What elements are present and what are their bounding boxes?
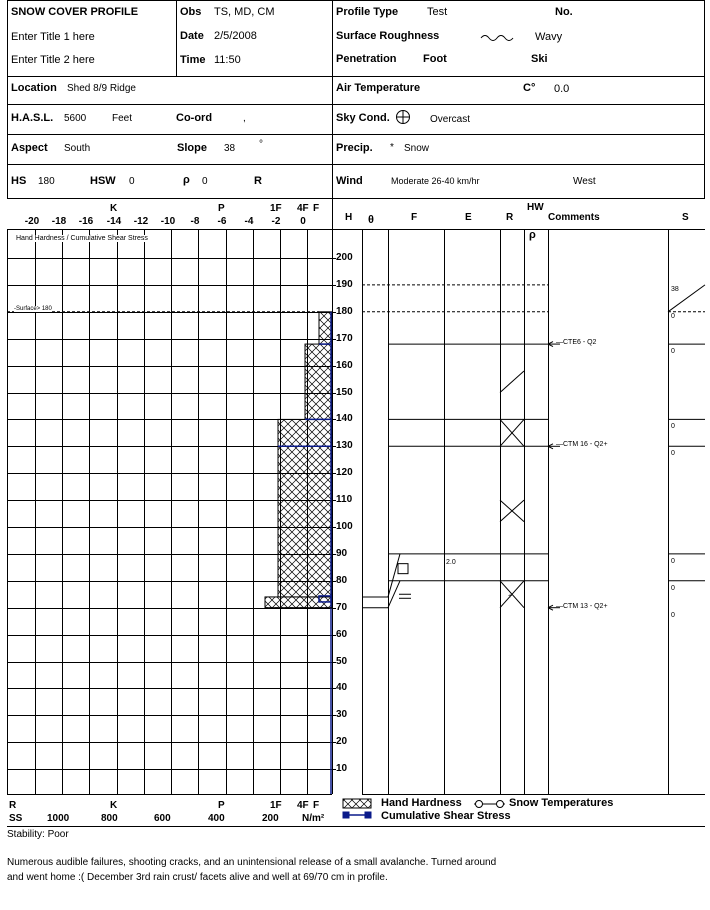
footer-p-label: P bbox=[218, 800, 225, 811]
hardness-layer-bar bbox=[305, 344, 332, 419]
wind-direction: West bbox=[573, 176, 596, 187]
hsw-value: 0 bbox=[129, 176, 135, 187]
sky-value: Overcast bbox=[430, 114, 471, 125]
shear-stress-tick-label: 200 bbox=[262, 813, 279, 824]
height-tick-label: 180 bbox=[336, 306, 353, 317]
date-label: Date bbox=[180, 30, 204, 42]
obs-label: Obs bbox=[180, 6, 202, 18]
hardness-layers bbox=[265, 312, 332, 794]
height-tick-label: 110 bbox=[336, 494, 353, 505]
col-r-header: R bbox=[506, 212, 514, 223]
layer-connector bbox=[388, 581, 400, 608]
wavy-roughness-icon bbox=[481, 36, 513, 41]
footer-4f-label: 4F bbox=[297, 800, 309, 811]
shear-stress-tick-label: 800 bbox=[101, 813, 118, 824]
stability-value: 0 bbox=[671, 423, 675, 431]
grid-subtitle: Hand Hardness / Cumulative Shear Stress bbox=[16, 235, 148, 242]
precip-snow-icon: * bbox=[390, 142, 394, 153]
air-temp-unit: C° bbox=[523, 82, 536, 94]
temperature-tick-label: -4 bbox=[244, 216, 254, 227]
col-rho-header: ρ bbox=[529, 229, 536, 241]
temperature-tick-label: -6 bbox=[217, 216, 227, 227]
height-tick-label: 40 bbox=[336, 682, 348, 693]
col-e-header: E bbox=[465, 212, 472, 223]
stability-value: 0 bbox=[671, 584, 675, 592]
r-plus-mark: + bbox=[508, 593, 513, 601]
footer-1f-label: 1F bbox=[270, 800, 282, 811]
layer-connector bbox=[388, 554, 400, 597]
precip-label: Precip. bbox=[336, 142, 373, 154]
height-tick-label: 100 bbox=[336, 521, 353, 532]
height-tick-label: 200 bbox=[336, 252, 353, 263]
footer-ss-label: SS bbox=[9, 813, 23, 824]
temperature-tick-label: -14 bbox=[106, 216, 122, 227]
rho-value: 0 bbox=[202, 176, 208, 187]
roughness-value: Wavy bbox=[535, 31, 563, 43]
notes-line-1: Numerous audible failures, shooting cracks, and an unintensional release of a small avalanche. Turned around bbox=[7, 857, 497, 868]
comment-text: —CTM 16 - Q2+ bbox=[556, 441, 608, 449]
profile-title: SNOW COVER PROFILE bbox=[11, 6, 139, 18]
title-2[interactable]: Enter Title 2 here bbox=[11, 54, 95, 66]
temperature-tick-label: -20 bbox=[24, 216, 40, 227]
legend-temperature-icon bbox=[474, 801, 505, 808]
hsw-label: HSW bbox=[90, 175, 116, 187]
legend-shear-stress: Cumulative Shear Stress bbox=[381, 810, 511, 822]
stability-value: 0 bbox=[671, 313, 675, 321]
col-s-header: S bbox=[682, 212, 689, 223]
air-temp-value: 0.0 bbox=[554, 83, 570, 95]
temperature-tick-label: -8 bbox=[190, 216, 200, 227]
grid-4f-label: 4F bbox=[297, 203, 309, 214]
hs-label: HS bbox=[11, 175, 27, 187]
wind-value: Moderate 26-40 km/hr bbox=[391, 176, 480, 186]
shear-stress-tick-label: 600 bbox=[154, 813, 171, 824]
sky-label: Sky Cond. bbox=[336, 112, 390, 124]
overcast-sky-icon bbox=[397, 111, 410, 124]
title-1[interactable]: Enter Title 1 here bbox=[11, 31, 95, 43]
r-diagonal bbox=[500, 371, 524, 393]
height-tick-label: 30 bbox=[336, 709, 348, 720]
date-value: 2/5/2008 bbox=[214, 30, 257, 42]
hardness-layer-bar bbox=[319, 312, 332, 344]
height-tick-label: 140 bbox=[336, 413, 353, 424]
grain-square-icon bbox=[398, 564, 408, 574]
footer-unit: N/m² bbox=[302, 813, 325, 824]
stability-text: Stability: Poor bbox=[7, 829, 69, 840]
legend-hand-hardness: Hand Hardness bbox=[381, 797, 462, 809]
grid-1f-label: 1F bbox=[270, 203, 282, 214]
temperature-tick-label: -2 bbox=[271, 216, 281, 227]
no-label: No. bbox=[555, 6, 573, 18]
height-tick-label: 80 bbox=[336, 575, 348, 586]
time-label: Time bbox=[180, 54, 206, 66]
comment-text: —CTE6 - Q2 bbox=[556, 339, 597, 347]
temperature-tick-label: -18 bbox=[51, 216, 67, 227]
col-comments-header: Comments bbox=[548, 212, 600, 223]
time-value: 11:50 bbox=[214, 54, 241, 66]
wind-label: Wind bbox=[336, 175, 363, 187]
grain-size-value: 2.0 bbox=[446, 559, 456, 567]
coord-label: Co-ord bbox=[176, 112, 213, 124]
height-tick-label: 120 bbox=[336, 467, 353, 478]
coord-value: , bbox=[243, 113, 246, 124]
grid-p-label: P bbox=[218, 203, 225, 214]
stability-value: 0 bbox=[671, 557, 675, 565]
col-h-header: H bbox=[345, 212, 353, 223]
temperature-tick-label: 0 bbox=[300, 216, 306, 227]
height-tick-label: 90 bbox=[336, 548, 348, 559]
height-tick-label: 70 bbox=[336, 602, 348, 613]
legend-hatch-icon bbox=[343, 799, 371, 808]
temperature-tick-label: -16 bbox=[78, 216, 94, 227]
stability-value: 0 bbox=[671, 611, 675, 619]
legend-snow-temperatures: Snow Temperatures bbox=[509, 797, 614, 809]
comment-text: —CTM 13 - Q2+ bbox=[556, 602, 608, 610]
aspect-value: South bbox=[64, 143, 91, 154]
legend-shear-icon bbox=[343, 812, 371, 818]
grid-f-label: F bbox=[313, 203, 320, 214]
footer-k-label: K bbox=[110, 800, 118, 811]
hasl-label: H.A.S.L. bbox=[11, 112, 54, 124]
col-hw-header: HW bbox=[527, 202, 544, 213]
stability-value: 0 bbox=[671, 450, 675, 458]
height-tick-label: 60 bbox=[336, 629, 348, 640]
slope-value: 38 bbox=[224, 143, 236, 154]
profile-type-value: Test bbox=[427, 6, 448, 18]
rho-label: ρ bbox=[183, 174, 190, 186]
height-tick-label: 20 bbox=[336, 736, 348, 747]
temperature-tick-label: -12 bbox=[133, 216, 149, 227]
obs-value: TS, MD, CM bbox=[214, 6, 275, 18]
height-tick-label: 190 bbox=[336, 279, 353, 290]
notes-line-2: and went home :( December 3rd rain crust/ facets alive and well at 69/70 cm in profile. bbox=[7, 872, 388, 883]
stability-value: 38 bbox=[671, 286, 679, 294]
aspect-label: Aspect bbox=[11, 142, 48, 154]
precip-value: Snow bbox=[404, 143, 430, 154]
footer-f-label: F bbox=[313, 800, 320, 811]
shear-stress-tick-label: 400 bbox=[208, 813, 225, 824]
foot-label: Foot bbox=[423, 53, 447, 65]
footer-r-label: R bbox=[9, 800, 17, 811]
hs-value: 180 bbox=[38, 176, 55, 187]
ski-label: Ski bbox=[531, 53, 548, 65]
height-tick-label: 10 bbox=[336, 763, 348, 774]
col-f-header: F bbox=[411, 212, 418, 223]
surface-marker: -Surface> 180 bbox=[14, 306, 52, 312]
hasl-value: 5600 bbox=[64, 113, 87, 124]
air-temp-label: Air Temperature bbox=[336, 82, 421, 94]
profile-type-label: Profile Type bbox=[336, 6, 399, 18]
shear-stress-tick-label: 1000 bbox=[47, 813, 70, 824]
height-tick-label: 170 bbox=[336, 333, 353, 344]
penetration-label: Penetration bbox=[336, 53, 397, 65]
slope-label: Slope bbox=[177, 142, 207, 154]
height-tick-label: 160 bbox=[336, 360, 353, 371]
temperature-tick-label: -10 bbox=[160, 216, 176, 227]
height-tick-label: 130 bbox=[336, 440, 353, 451]
stability-value: 0 bbox=[671, 348, 675, 356]
roughness-label: Surface Roughness bbox=[336, 30, 440, 42]
location-label: Location bbox=[11, 82, 57, 94]
hasl-unit: Feet bbox=[112, 113, 133, 124]
slope-unit: ° bbox=[259, 139, 263, 150]
grid-k-label: K bbox=[110, 203, 118, 214]
height-tick-label: 50 bbox=[336, 656, 348, 667]
height-tick-label: 150 bbox=[336, 387, 353, 398]
r-label: R bbox=[254, 175, 262, 187]
location-value: Shed 8/9 Ridge bbox=[67, 83, 136, 94]
col-theta-header: θ bbox=[368, 214, 374, 226]
